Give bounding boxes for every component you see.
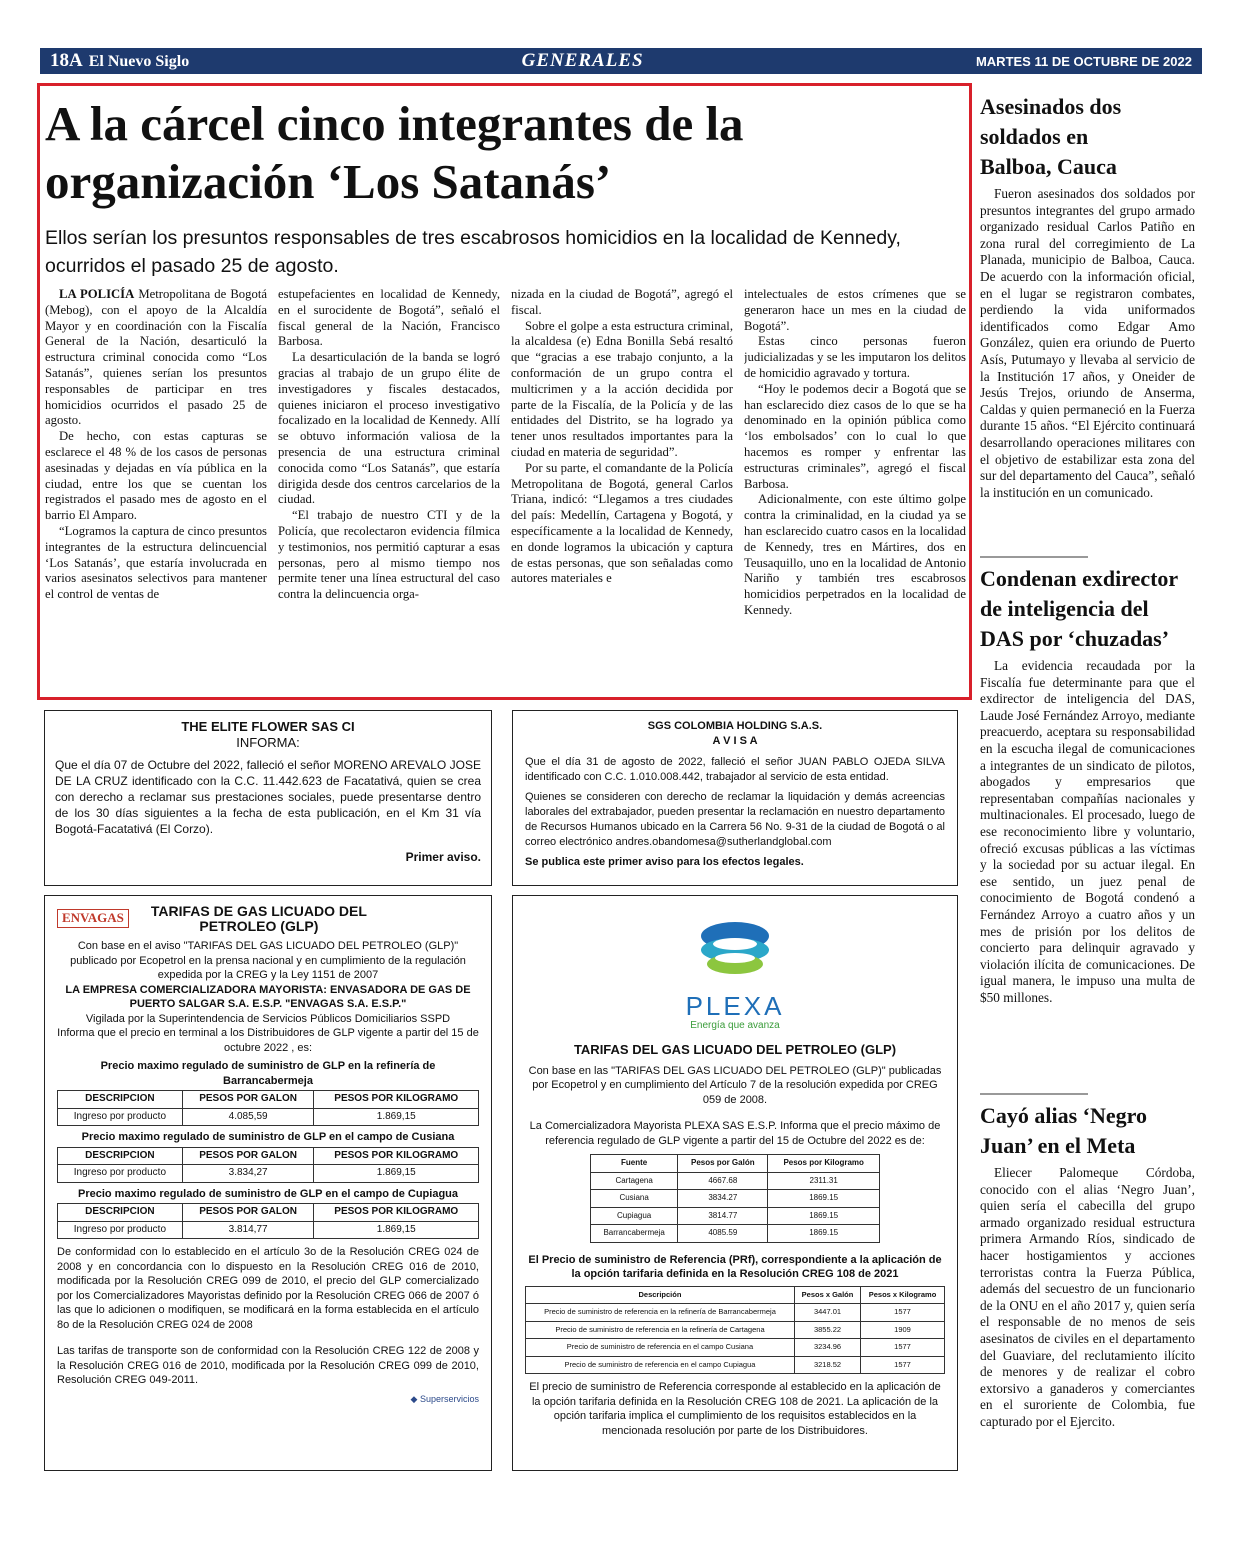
table-cell: 3234.96 xyxy=(794,1339,860,1357)
brief-das xyxy=(980,564,1195,1006)
paragraph: estupefacientes en localidad de Kennedy, en el surocidente de Bogotá”, señaló el fiscal general de la Nación, Francisco Barbosa. xyxy=(278,287,500,349)
table-header: PESOS POR GALON xyxy=(182,1147,314,1165)
table-cell: 1577 xyxy=(861,1339,945,1357)
table-header: PESOS POR KILOGRAMO xyxy=(314,1147,479,1165)
table-header: Descripción xyxy=(526,1286,795,1304)
main-headline: A la cárcel cinco integrantes de la organización ‘Los Satanás’ xyxy=(45,96,744,209)
divider xyxy=(980,1093,1088,1095)
table-header: PESOS POR KILOGRAMO xyxy=(314,1091,479,1109)
table-cell: Cusiana xyxy=(591,1190,678,1208)
paragraph: “Logramos la captura de cinco presuntos integrantes de la estructura delincuencial ‘Los Satanás’, que estaría involucrada en varios asesinatos selectivos para mantener el control de ventas de xyxy=(45,523,267,602)
divider xyxy=(980,556,1088,558)
table-header: Pesos x Kilogramo xyxy=(861,1286,945,1304)
table-row xyxy=(526,1356,945,1374)
table-cell: 2311.31 xyxy=(768,1172,880,1190)
table-cell: Precio de suministro de referencia en la refinería de Cartagena xyxy=(526,1321,795,1339)
paragraph: Por su parte, el comandante de la Policía Metropolitana de Bogotá, general Carlos Triana, indicó: “Llegamos a tres ciudades del país: Medellín, Cartagena y Bogotá, y específicamente a la localidad de Kennedy, en donde logramos la ubicación y captura de estas personas, que son señaladas como autores materiales e xyxy=(511,460,733,586)
table-cell: Ingreso por producto xyxy=(58,1108,183,1126)
article-column-3 xyxy=(511,287,733,687)
table-cell: 1869.15 xyxy=(768,1225,880,1243)
table-cell: Precio de suministro de referencia en la refinería de Barrancabermeja xyxy=(526,1304,795,1322)
paragraph: Metropolitana de Bogotá (Mebog), con el apoyo de la Alcaldía Mayor y en coordinación con la Fiscalía General de la Nación, desarticuló la estructura criminal conocida como “Los Satanás”, quienes serían los presuntos responsables de participar en tres homicidios ocurridos el pasado 25 de agosto. xyxy=(45,287,267,428)
table-row xyxy=(591,1172,880,1190)
ad-text: Con base en el aviso "TARIFAS DEL GAS LICUADO DEL PETROLEO (GLP)" publicado por Ecopetrol en la prensa nacional y en cumplimiento de la regulación expedida por la CREG y la Ley 1151 de 2007 xyxy=(70,940,466,981)
table-header: DESCRIPCION xyxy=(58,1204,183,1222)
ad-text: Vigilada por la Superintendencia de Servicios Públicos Domiciliarios SSPD xyxy=(85,1012,451,1025)
table-cell: 3.814,77 xyxy=(182,1221,314,1239)
notice-sgs xyxy=(512,710,958,886)
price-tables xyxy=(57,1059,479,1239)
price-table xyxy=(57,1147,479,1183)
plexa-brand: PLEXA xyxy=(685,990,785,1021)
ad-plexa xyxy=(512,895,958,1471)
table-cell: 4.085,59 xyxy=(182,1108,314,1126)
ad-text: De conformidad con lo establecido en el artículo 3o de la Resolución CREG 024 de 2008 y en concordancia con lo dispuesto en la Resolución CREG 016 de 2010, modificada por la Resolución CREG 099 de 2010, el precio del GLP comercializado por los Comercializadores Mayoristas definido por la Resolución CREG 066 de 2007 ó las que lo adicionen o modifiquen, se modificará en la forma establecida en el artículo 8o de la Resolución CREG 024 de 2008 xyxy=(57,1246,479,1331)
brief-title: Cayó alias ‘Negro Juan’ en el Meta xyxy=(980,1103,1148,1158)
notice-title: SGS COLOMBIA HOLDING S.A.S. xyxy=(647,720,823,732)
brief-body: La evidencia recaudada por la Fiscalía fue determinante para que el exdirector de inteligencia del DAS, Laude José Fernández Arroyo, mediante preacuerdo, aceptara su responsabilidad en la escucha ilegal de comunicaciones a integrantes de un sindicato de pilotos, abogados y empresarios que representaban compañías nacionales y multinacionales. El procesado, luego de ese reconocimiento libre y voluntario, ofreció excusas públicas a las víctimas y la sociedad por su actuar ilegal. En ese sentido, un juez penal de conocimiento de Bogotá condenó a Fernández Arroyo a cuatro años y un mes de prisión por los delitos de concierto para delinquir agravado y violación ilícita de comunicaciones. De igual manera, le impuso una multa de $50 millones. xyxy=(980,658,1195,1005)
table-cell: 4085.59 xyxy=(678,1225,768,1243)
brief-title: Condenan exdirector de inteligencia del DAS por ‘chuzadas’ xyxy=(980,566,1178,651)
issue-date: MARTES 11 DE OCTUBRE DE 2022 xyxy=(975,53,1192,69)
table-row xyxy=(526,1304,945,1322)
table-cell: 1909 xyxy=(861,1321,945,1339)
paragraph: La desarticulación de la banda se logró gracias al trabajo de un grupo élite de investigadores y fiscales destacados, quienes iniciaron el proceso investigativo focalizado en la localidad de Kennedy. Allí se obtuvo información valiosa de la presencia de una estructura criminal conocida como “Los Satanás”, que estaría dirigida desde dos centros carcelarios de la ciudad. xyxy=(278,350,500,507)
notice-subtitle: INFORMA: xyxy=(236,735,300,750)
article-column-1 xyxy=(45,287,267,687)
table-row xyxy=(591,1225,880,1243)
main-subtitle: Ellos serían los presuntos responsables de tres escabrosos homicidios en la localidad de Kennedy, ocurridos el pasado 25 de agosto. xyxy=(45,227,901,277)
article-column-4 xyxy=(744,287,966,687)
table-header: PESOS POR GALON xyxy=(182,1204,314,1222)
table-row xyxy=(591,1207,880,1225)
paragraph: De hecho, con estas capturas se esclarece el 48 % de los casos de personas asesinadas y dejadas en vía pública en la ciudad, entre los que se cuentan los registrados el pasado mes de agosto en el barrio El Amparo. xyxy=(45,429,267,523)
paragraph: “Hoy le podemos decir a Bogotá que se han esclarecido diez casos de lo que se ha denominado en la opinión pública como ‘los embolsados’ con lo cual lo que hacemos es romper y enfrentar las estructuras criminales”, agregó el fiscal Barbosa. xyxy=(744,381,966,491)
ad-text: El Precio de suministro de Referencia (PRf), correspondiente a la aplicación de la opción tarifaria definida en la Resolución CREG 108 de 2021 xyxy=(528,1253,942,1280)
paragraph: Estas cinco personas fueron judicializadas y se les imputaron los delitos de homicidio agravado y tortura. xyxy=(744,334,966,380)
paragraph: intelectuales de estos crímenes que se generaron hace un mes en la ciudad de Bogotá”. xyxy=(744,287,966,333)
ad-text: La Comercializadora Mayorista PLEXA SAS E.S.P. Informa que el precio máximo de referencia regulado de GLP vigente a partir del 15 de Octubre del 2022 es de: xyxy=(529,1120,941,1147)
page-header xyxy=(40,48,1202,74)
price-table xyxy=(57,1203,479,1239)
table-cell: Ingreso por producto xyxy=(58,1221,183,1239)
notice-body: Que el día 07 de Octubre del 2022, falleció el señor MORENO AREVALO JOSE DE LA CRUZ identificado con la C.C. 11.442.623 de Facatativá, quien se crea con derecho a reclamar sus prestaciones sociales, puede presentarse dentro de los 30 días siguientes a la fecha de esta publicación, en el Km 31 vía Bogotá-Facatativá (El Corzo). xyxy=(55,758,481,836)
price-table-title: Precio maximo regulado de suministro de GLP en la refinería de Barrancabermeja xyxy=(100,1060,436,1087)
table-cell: Cartagena xyxy=(591,1172,678,1190)
table-cell: 3.834,27 xyxy=(182,1165,314,1183)
table-cell: Precio de suministro de referencia en el campo Cupiagua xyxy=(526,1356,795,1374)
plexa-logo-icon xyxy=(695,908,775,988)
table-cell: 1.869,15 xyxy=(314,1165,479,1183)
table-header: Pesos x Galón xyxy=(794,1286,860,1304)
paragraph: Adicionalmente, con este último golpe contra la criminalidad, en la ciudad ya se han esclarecido cuatro casos en la localidad de Kennedy, tres en Mártires, dos en Teusaquillo, uno en la localidad de Antonio Nariño y también tres escabrosos homicidios perpetrados en la localidad de Kennedy. xyxy=(744,492,966,617)
notice-footer: Se publica este primer aviso para los efectos legales. xyxy=(525,856,804,868)
ad-text: Las tarifas de transporte son de conformidad con la Resolución CREG 122 de 2008 y la Resolución CREG 016 de 2010, modificada por la Resolución CREG 099 de 2010, Resolución CREG 049-2011. xyxy=(57,1345,479,1386)
notice-body: Que el día 31 de agosto de 2022, falleció el señor JUAN PABLO OJEDA SILVA identificado con C.C. 1.010.008.442, trabajador al servicio de esta entidad. xyxy=(525,756,945,783)
superservicios-seal: ◆ Superservicios xyxy=(410,1393,479,1404)
table-row xyxy=(58,1221,479,1239)
brief-body: Fueron asesinados dos soldados por presuntos integrantes del grupo armado organizado residual Carlos Patiño en zona rural del corregimiento de La Planada, municipio de Balboa, Cauca. De acuerdo con la información oficial, en el lugar se registraron combates, perdiendo la vida uniformados identificados como Edgar Amo González, quien era oriundo de Puerto Asís, Putumayo y llevaba al servicio de la Institución 17 años, y Oneider de Jesús Trejos, oriundo de Anserma, Caldas y quien permaneció en la Fuerza durante 15 años. “El Ejército continuará desarrollando operaciones militares con el objetivo de estabilizar esta zona del sur del departamento del Cauca”, señaló la institución en un comunicado. xyxy=(980,186,1195,500)
ad-text: Con base en las "TARIFAS DEL GAS LICUADO DEL PETROLEO (GLP)" publicadas por Ecopetrol y en cumplimiento del Artículo 7 de la resolución expedida por CREG 059 de 2008. xyxy=(528,1064,942,1106)
lead-word: LA POLICÍA xyxy=(59,287,135,301)
table-cell: 1869.15 xyxy=(768,1207,880,1225)
plexa-tagline: Energía que avanza xyxy=(690,1019,780,1031)
table-cell: 1869.15 xyxy=(768,1190,880,1208)
brief-body: Eliecer Palomeque Córdoba, conocido con el alias ‘Negro Juan’, quien sería el cabecilla del grupo armado organizado residual estructura primera Armando Ríos, sindicado de hacer hostigamientos y acciones terroristas contra la Fuerza Pública, además del secuestro de un funcionario de la ONU en el año 2017 y, quien sería el responsable de no menos de seis asesinatos de civiles en el departamento del Guaviare, del reclutamiento ilícito de menores y de realizar el cobro extorsivo a ganaderos y comerciantes en el suroriente de Colombia, fue capturado por el Ejercito. xyxy=(980,1165,1195,1429)
table-header: Pesos por Kilogramo xyxy=(768,1155,880,1173)
table-cell: 1.869,15 xyxy=(314,1108,479,1126)
table-header: DESCRIPCION xyxy=(58,1147,183,1165)
table-cell: Precio de suministro de referencia en el campo Cusiana xyxy=(526,1339,795,1357)
envagas-logo: ENVAGAS xyxy=(57,909,129,928)
table-row xyxy=(58,1165,479,1183)
table-row xyxy=(58,1108,479,1126)
table-header: PESOS POR KILOGRAMO xyxy=(314,1204,479,1222)
notice-subtitle: A V I S A xyxy=(712,735,758,747)
table-cell: 3834.27 xyxy=(678,1190,768,1208)
table-header: PESOS POR GALON xyxy=(182,1091,314,1109)
newspaper-name: El Nuevo Siglo xyxy=(88,53,190,70)
paragraph: Sobre el golpe a esta estructura criminal, la alcaldesa (e) Edna Bonilla Sebá resaltó que “gracias a ese trabajo conjunto, a la conformación de un grupo contra el multicrimen y a la acción decidida por parte de la Fiscalía, de la Policía y de las entidades del Distrito, se ha logrado ya tener unos resultados importantes para la ciudad en materia de seguridad”. xyxy=(511,318,733,459)
price-table xyxy=(57,1090,479,1126)
table-cell: 1577 xyxy=(861,1356,945,1374)
ad-title: TARIFAS DEL GAS LICUADO DEL PETROLEO (GLP) xyxy=(573,1042,897,1057)
notice-footer: Primer aviso. xyxy=(405,850,481,864)
ad-text: El precio de suministro de Referencia corresponde al establecido en la aplicación de la opción tarifaria definida en la Resolución CREG 108 de 2021. La aplicación de la opción tarifaria implica el cumplimiento de los requisitos establecidos en la mencionada resolución por parte de los Distribuidores. xyxy=(529,1381,941,1437)
ad-text: LA EMPRESA COMERCIALIZADORA MAYORISTA: ENVASADORA DE GAS DE PUERTO SALGAR S.A. E.S.P. "ENVAGAS S.A. E.S.P." xyxy=(65,983,471,1010)
section-name: GENERALES xyxy=(521,50,644,71)
notice-title: THE ELITE FLOWER SAS CI xyxy=(181,719,355,734)
table-cell: 1577 xyxy=(861,1304,945,1322)
table-header: DESCRIPCION xyxy=(58,1091,183,1109)
paragraph: nizada en la ciudad de Bogotá”, agregó el fiscal. xyxy=(511,287,733,317)
brief-negro-juan xyxy=(980,1101,1195,1431)
table-cell: 3814.77 xyxy=(678,1207,768,1225)
price-table-title: Precio maximo regulado de suministro de GLP en el campo de Cupiagua xyxy=(78,1187,458,1200)
table-row xyxy=(526,1321,945,1339)
plexa-reference-table xyxy=(525,1286,945,1375)
table-cell: Ingreso por producto xyxy=(58,1165,183,1183)
brief-soldiers xyxy=(980,92,1195,501)
table-row xyxy=(591,1190,880,1208)
page-number: 18A xyxy=(50,50,83,71)
notice-elite-flower xyxy=(44,710,492,886)
ad-title: TARIFAS DE GAS LICUADO DEL PETROLEO (GLP) xyxy=(150,903,367,934)
table-header: Fuente xyxy=(591,1155,678,1173)
table-header: Pesos por Galón xyxy=(678,1155,768,1173)
notice-body: Quienes se consideren con derecho de reclamar la liquidación y demás acreencias laborales del extrabajador, pueden presentar la reclamación en nuestro departamento de Recursos Humanos ubicado en la Carrera 56 No. 9-31 de la ciudad de Bogotá o al correo electrónico andres.obandomesa@sutherlandglobal.com xyxy=(525,791,945,848)
price-table-title: Precio maximo regulado de suministro de GLP en el campo de Cusiana xyxy=(81,1131,455,1143)
table-row xyxy=(526,1339,945,1357)
paragraph: “El trabajo de nuestro CTI y de la Policía, que recolectaron evidencia fílmica y testimonios, nos permitió capturar a esas personas, pero al mismo tiempo nos permite tener una línea estructural del caso contra la delincuencia orga- xyxy=(278,508,500,602)
article-column-2 xyxy=(278,287,500,687)
table-cell: 3218.52 xyxy=(794,1356,860,1374)
table-cell: 3855.22 xyxy=(794,1321,860,1339)
seal-label: Superservicios xyxy=(419,1393,479,1404)
table-cell: 3447.01 xyxy=(794,1304,860,1322)
table-cell: 4667.68 xyxy=(678,1172,768,1190)
ad-envagas xyxy=(44,895,492,1471)
ad-text: Informa que el precio en terminal a los Distribuidores de GLP vigente a partir del 15 de octubre 2022 , es: xyxy=(57,1027,479,1054)
plexa-price-table xyxy=(590,1154,880,1243)
brief-title: Asesinados dos soldados en Balboa, Cauca xyxy=(980,94,1122,179)
table-cell: Barrancabermeja xyxy=(591,1225,678,1243)
table-cell: Cupiagua xyxy=(591,1207,678,1225)
table-cell: 1.869,15 xyxy=(314,1221,479,1239)
